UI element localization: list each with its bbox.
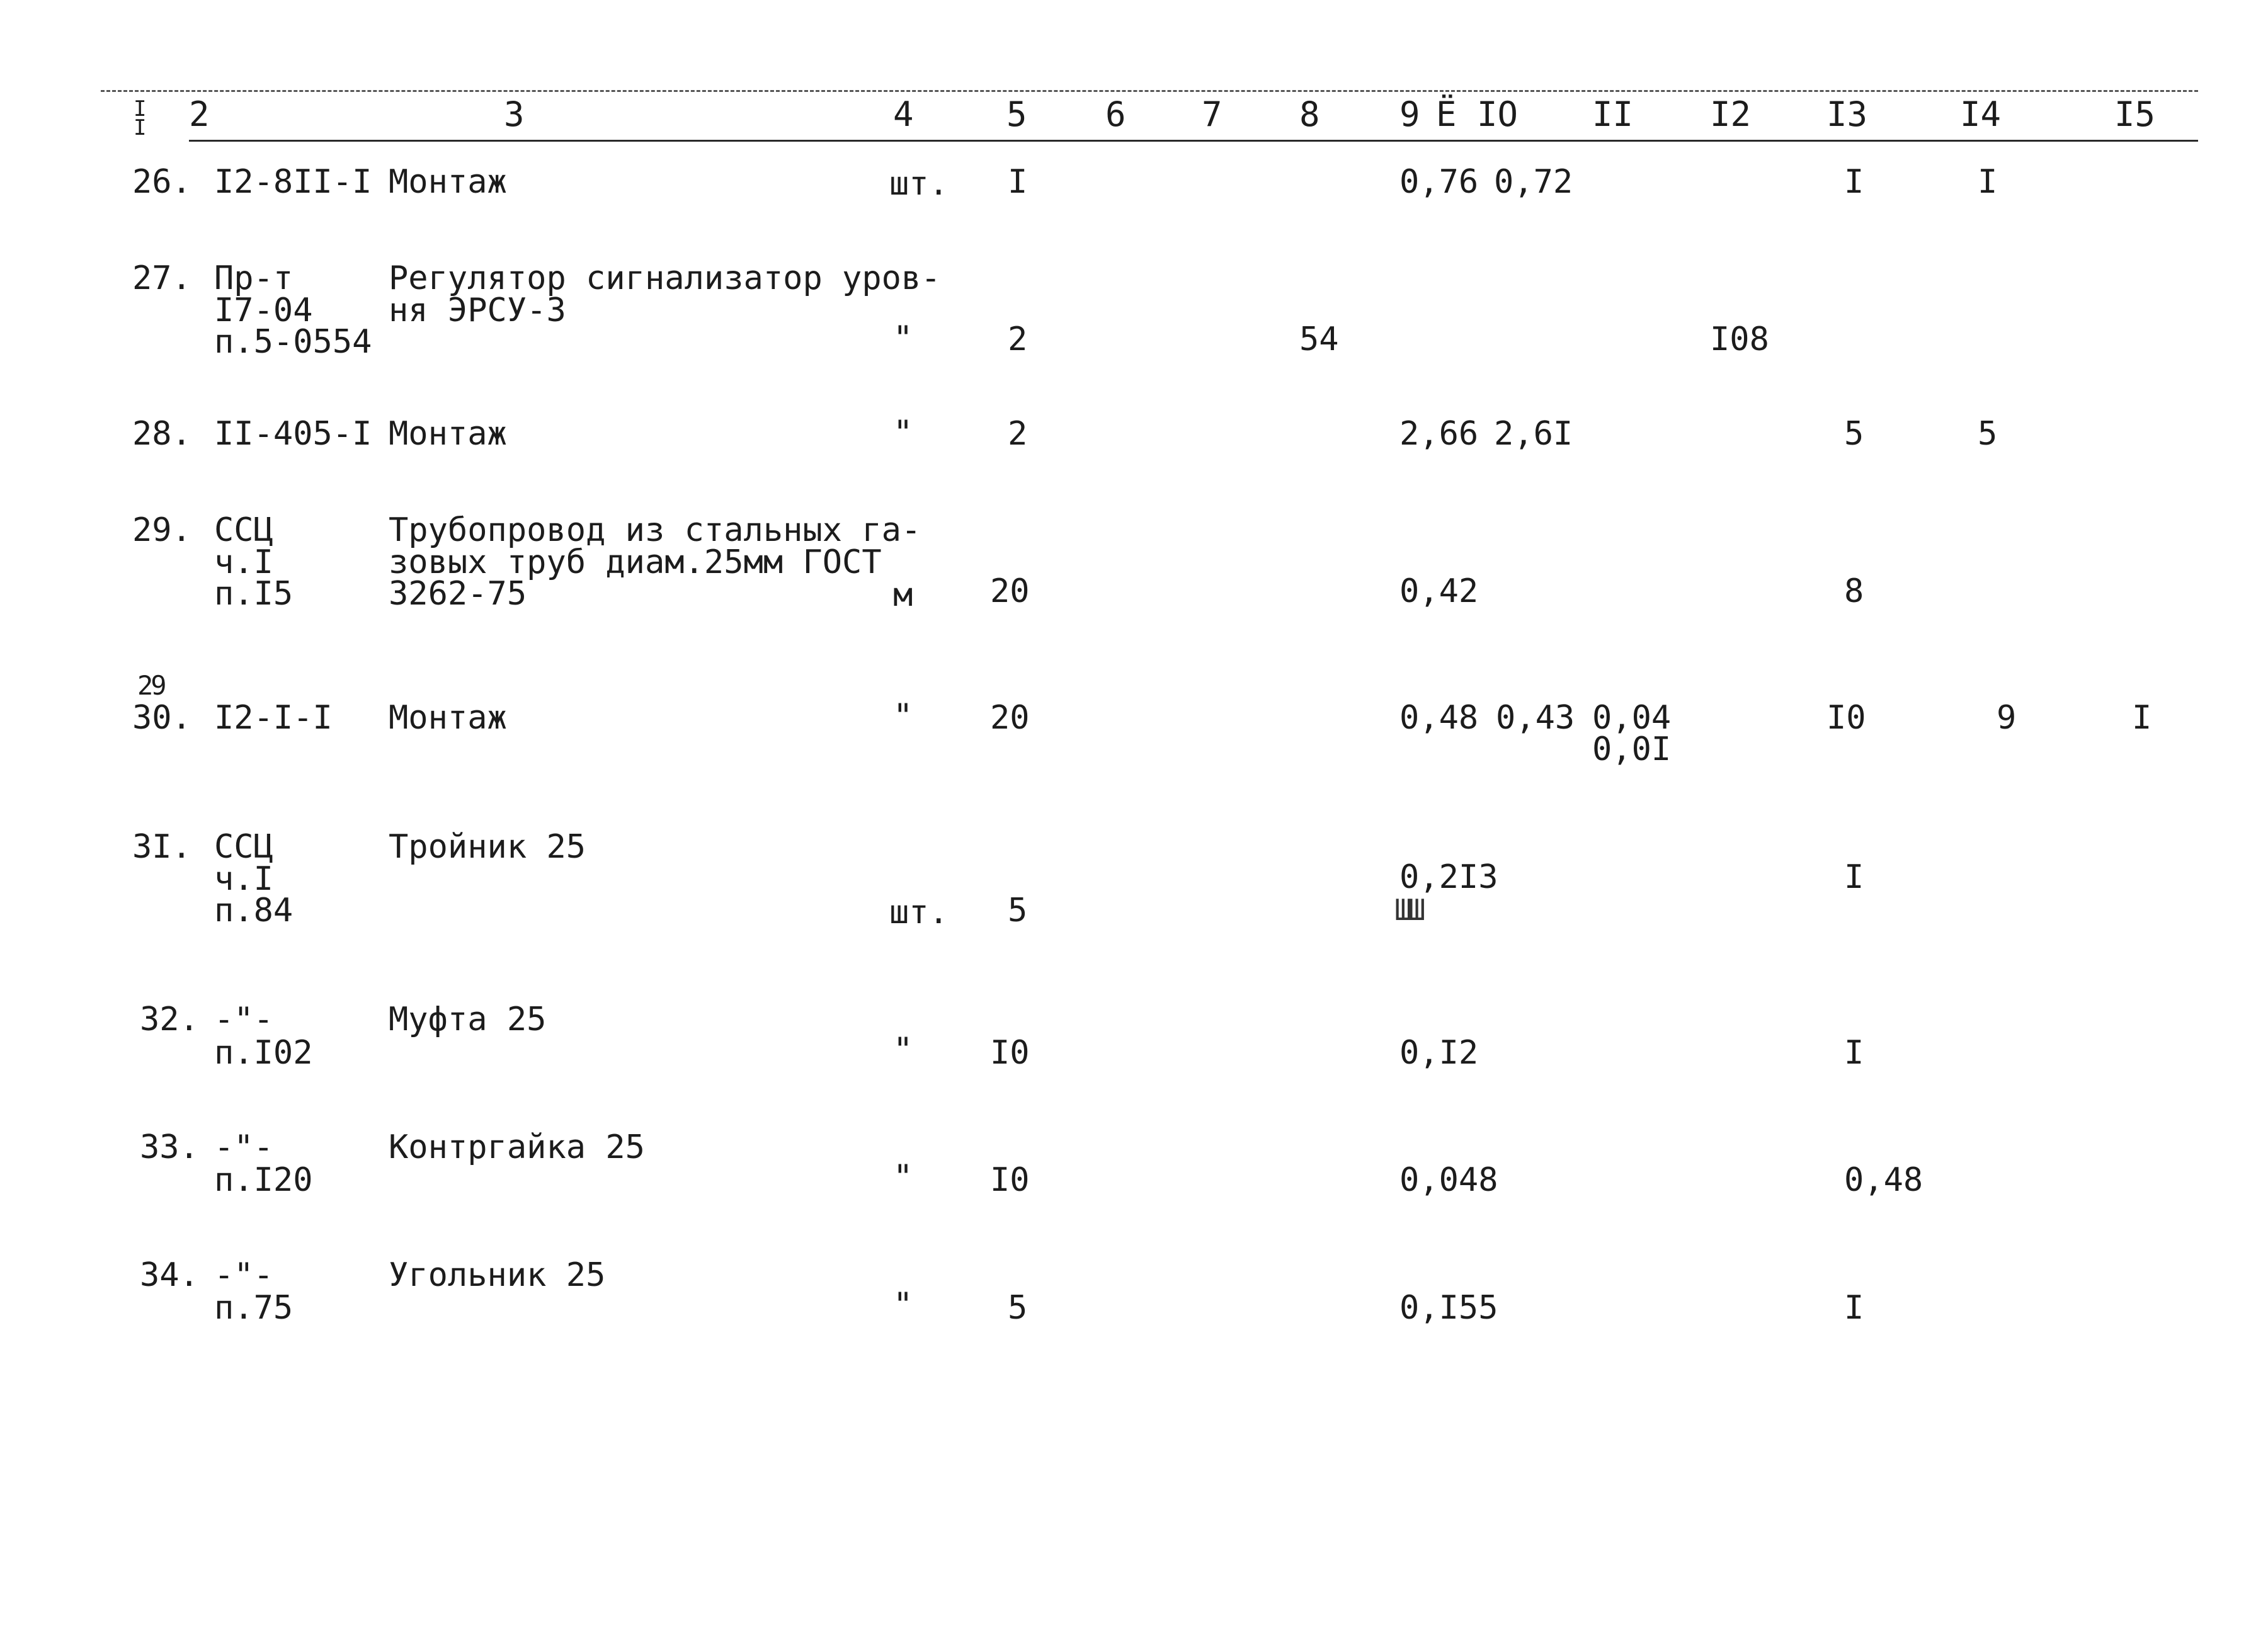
row-col9: 2,66	[1399, 415, 1479, 453]
row-description: Монтаж	[389, 415, 507, 453]
row-quantity: I0	[990, 1034, 1030, 1072]
row-quantity: 2	[1008, 321, 1028, 358]
row-code: п.I02	[214, 1034, 313, 1072]
row-number-overwrite: 29	[137, 670, 164, 701]
row-col13: I	[1844, 858, 1864, 896]
row-col14: 5	[1978, 415, 1998, 453]
row-col11: 0,04	[1592, 699, 1672, 737]
row-col13: 0,48	[1844, 1161, 1923, 1199]
row-col13: I0	[1826, 699, 1866, 737]
row-unit: "	[893, 1158, 913, 1196]
row-description: Монтаж	[389, 699, 507, 737]
header-col-10: IO	[1477, 94, 1519, 134]
row-quantity: I0	[990, 1161, 1030, 1199]
row-col9: 0,42	[1399, 572, 1479, 610]
row-description: Муфта 25	[389, 1001, 547, 1038]
row-col9: 0,I2	[1399, 1034, 1479, 1072]
row-number: 32.	[140, 1001, 199, 1038]
row-code: -"-	[214, 1128, 273, 1166]
row-col10: 0,72	[1494, 163, 1573, 201]
row-quantity: 2	[1008, 415, 1028, 453]
row-col13: I	[1844, 1289, 1864, 1327]
header-col-8: 8	[1299, 94, 1320, 134]
header-rule	[189, 140, 2198, 142]
row-number: 29.	[132, 511, 191, 549]
row-code: ССЦ	[214, 828, 273, 866]
header-col-12: I2	[1710, 94, 1752, 134]
row-description: Тройник 25	[389, 828, 586, 866]
row-number: 34.	[140, 1256, 199, 1294]
row-col10: 2,6I	[1494, 415, 1573, 453]
row-number: 3I.	[132, 828, 191, 866]
row-code: ССЦ	[214, 511, 273, 549]
row-quantity: 5	[1008, 892, 1028, 929]
header-col-14: I4	[1960, 94, 2002, 134]
header-col-e: Ё	[1436, 94, 1457, 134]
row-col9: 0,48	[1399, 699, 1479, 737]
row-code: I2-I-I	[214, 699, 333, 737]
row-unit: "	[893, 1031, 913, 1069]
row-code: п.75	[214, 1289, 293, 1327]
row-col12: I08	[1710, 321, 1769, 358]
row-code: п.84	[214, 892, 293, 929]
header-col-6: 6	[1105, 94, 1126, 134]
row-unit: "	[893, 1286, 913, 1324]
row-col9: 0,76	[1399, 163, 1479, 201]
row-col9: 0,2I3	[1399, 858, 1498, 896]
row-description: Монтаж	[389, 163, 507, 201]
header-col-11: II	[1592, 94, 1634, 134]
row-col10: 0,43	[1496, 699, 1575, 737]
row-code: -"-	[214, 1256, 273, 1294]
row-quantity: 5	[1008, 1289, 1028, 1327]
row-description: Регулятор сигнализатор уров-	[389, 259, 941, 297]
row-code: ч.I	[214, 543, 273, 581]
row-description: зовых труб диам.25мм ГОСТ	[389, 543, 882, 581]
row-col9: 0,I55	[1399, 1289, 1498, 1327]
header-col-7: 7	[1202, 94, 1222, 134]
row-col14: 9	[1997, 699, 2017, 737]
row-code: II-405-I	[214, 415, 372, 453]
top-rule	[101, 90, 2198, 92]
row-code: п.I20	[214, 1161, 313, 1199]
row-code: -"-	[214, 1001, 273, 1038]
row-description: ня ЭРСУ-3	[389, 292, 566, 329]
row-col8: 54	[1299, 321, 1339, 358]
row-unit: "	[893, 414, 913, 452]
row-code: Пр-т	[214, 259, 293, 297]
row-unit: шт.	[889, 894, 949, 931]
row-number: 33.	[140, 1128, 199, 1166]
row-quantity: I	[1008, 163, 1028, 201]
row-unit: шт.	[889, 165, 949, 203]
row-number: 27.	[132, 259, 191, 297]
header-col-3: 3	[504, 94, 525, 134]
header-col-4: 4	[893, 94, 914, 134]
row-unit: м	[893, 576, 913, 614]
row-col13: 8	[1844, 572, 1864, 610]
row-number: 30.	[132, 699, 191, 737]
row-code: I2-8II-I	[214, 163, 372, 201]
row-quantity: 20	[990, 699, 1030, 737]
row-code: I7-04	[214, 292, 313, 329]
row-unit: "	[893, 319, 913, 357]
header-col-2: 2	[189, 94, 210, 134]
row-unit: "	[893, 697, 913, 735]
row-col9: 0,048	[1399, 1161, 1498, 1199]
row-col14: I	[1978, 163, 1998, 201]
row-description: 3262-75	[389, 575, 527, 613]
header-col-13: I3	[1826, 94, 1868, 134]
row-code: ч.I	[214, 860, 273, 898]
row-code: п.I5	[214, 575, 293, 613]
row-description: Контргайка 25	[389, 1128, 645, 1166]
row-number: 28.	[132, 415, 191, 453]
row-quantity: 20	[990, 572, 1030, 610]
row-col15: I	[2132, 699, 2152, 737]
row-description: Угольник 25	[389, 1256, 606, 1294]
row-col13: I	[1844, 1034, 1864, 1072]
header-col-5: 5	[1006, 94, 1027, 134]
header-col-9: 9	[1399, 94, 1420, 134]
row-code: п.5-0554	[214, 323, 372, 361]
row-col13: 5	[1844, 415, 1864, 453]
row-col13: I	[1844, 163, 1864, 201]
row-number: 26.	[132, 163, 191, 201]
row-col11-second: 0,0I	[1592, 730, 1672, 768]
row-description: Трубопровод из стальных га-	[389, 511, 921, 549]
row-col9-overstrike: ШШ	[1394, 893, 1422, 927]
header-col-15: I5	[2114, 94, 2156, 134]
header-col-1: I I	[134, 96, 147, 140]
